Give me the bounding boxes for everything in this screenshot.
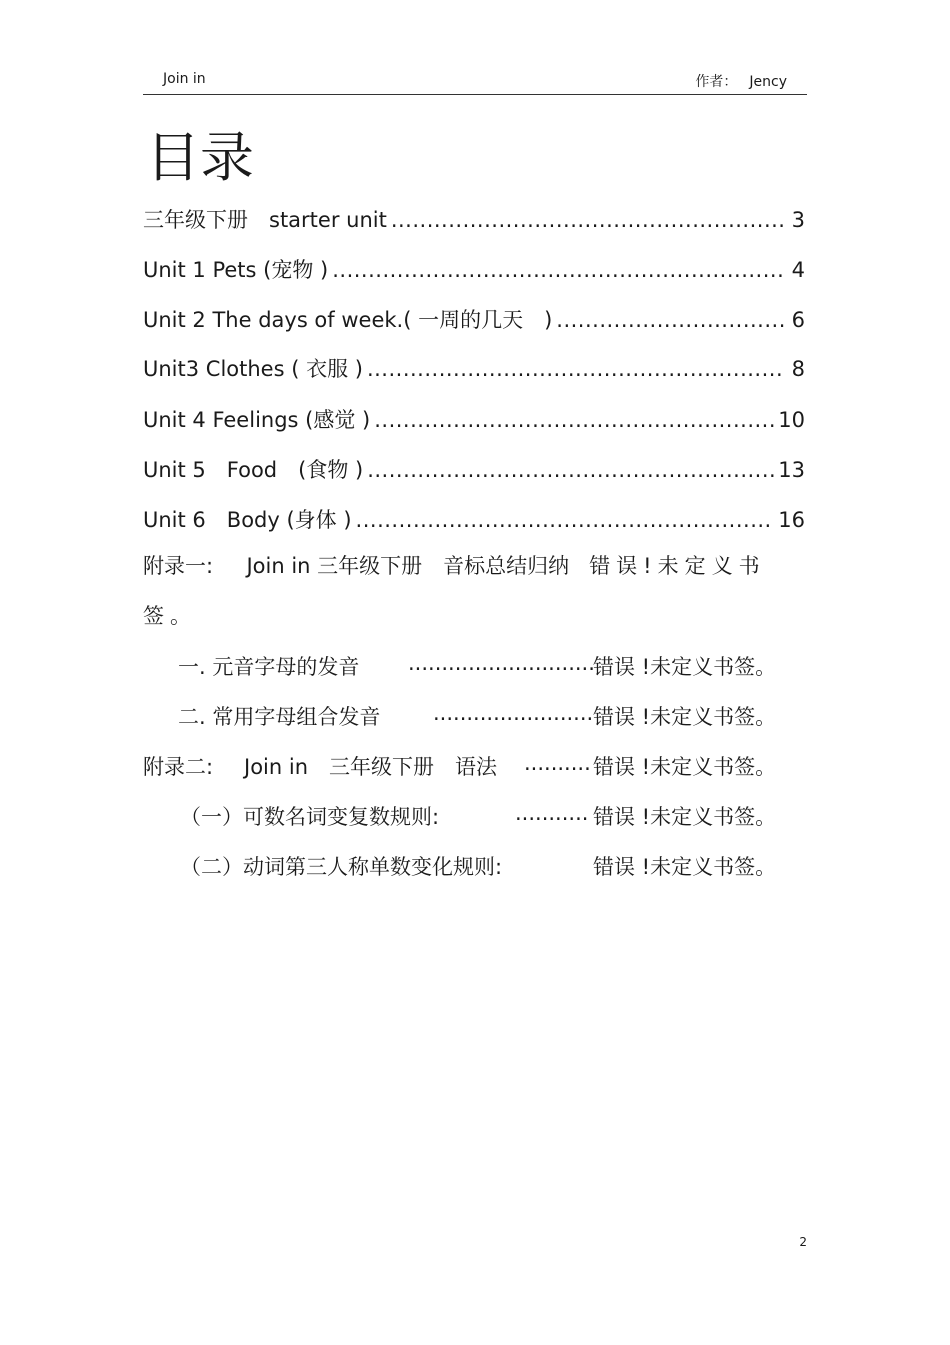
appendix1-label: 附录一:: [143, 554, 214, 578]
toc-entry-page: 6: [791, 308, 805, 332]
toc-leader-dots: [356, 508, 775, 532]
toc-leader-dots: ............................: [408, 651, 595, 675]
author-name: Jency: [749, 74, 787, 90]
sub-entry-error: 错误 !未定义书签。: [593, 855, 777, 879]
toc-entry-unit5[interactable]: [143, 454, 807, 484]
sub-entry-label: 一. 元音字母的发音: [178, 655, 360, 679]
appendix1-text: Join in 三年级下册 音标总结归纳: [246, 554, 570, 578]
toc-entry-appendix1-item1[interactable]: [0, 651, 800, 681]
toc-entry-unit1[interactable]: [143, 254, 807, 284]
page-header: [143, 62, 807, 95]
appendix2-error: 错误 !未定义书签。: [593, 755, 777, 779]
toc-entry-page: 16: [778, 508, 805, 532]
toc-entry-page: 4: [791, 258, 805, 282]
toc-entry-appendix2-item1[interactable]: [0, 801, 800, 831]
toc-leader-dots: [367, 357, 785, 381]
toc-leader-dots: ...........: [515, 801, 589, 825]
toc-entry-unit2[interactable]: [143, 304, 807, 334]
toc-entry-page: 3: [791, 208, 805, 232]
header-book-title: Join in: [163, 71, 206, 87]
toc-leader-dots: [556, 308, 785, 332]
appendix2-label: 附录二:: [143, 755, 214, 779]
toc-entry-label: 三年级下册 starter unit: [143, 208, 387, 232]
toc-leader-dots: [391, 208, 785, 232]
header-author: [695, 71, 787, 91]
author-label: 作者：: [695, 74, 738, 90]
toc-entry-label: Unit 4 Feelings (感觉 ): [143, 408, 371, 432]
toc-leader-dots: ........................: [433, 701, 594, 725]
toc-entry-appendix1[interactable]: [143, 541, 807, 641]
sub-entry-label: （一）可数名词变复数规则:: [180, 805, 440, 829]
toc-leader-dots: [332, 258, 785, 282]
toc-leader-dots: [374, 408, 774, 432]
toc-entry-label: Unit 6 Body (身体 ): [143, 508, 352, 532]
toc-title: 目录: [146, 126, 254, 189]
toc-entry-unit3[interactable]: [143, 353, 807, 383]
toc-entry-label: Unit 5 Food (食物 ): [143, 458, 364, 482]
toc-entry-label: Unit 1 Pets (宠物 ): [143, 258, 329, 282]
toc-entry-appendix1-item2[interactable]: [0, 701, 800, 731]
sub-entry-error: 错误 !未定义书签。: [593, 805, 777, 829]
sub-entry-label: 二. 常用字母组合发音: [178, 705, 381, 729]
toc-entry-page: 8: [791, 357, 805, 381]
sub-entry-error: 错误 !未定义书签。: [593, 705, 777, 729]
page-number: 2: [799, 1235, 807, 1249]
toc-entry-label: Unit3 Clothes ( 衣服 ): [143, 357, 363, 381]
toc-leader-dots: [367, 458, 774, 482]
toc-entry-page: 13: [778, 458, 805, 482]
toc-entry-appendix2[interactable]: [0, 751, 800, 781]
toc-entry-starter[interactable]: [143, 204, 807, 234]
sub-entry-label: （二）动词第三人称单数变化规则:: [180, 855, 503, 879]
toc-entry-page: 10: [778, 408, 805, 432]
toc-entry-unit6[interactable]: [143, 504, 807, 534]
appendix1-error: 错误!未定义书签。: [143, 554, 766, 628]
toc-entry-appendix2-item2[interactable]: [0, 851, 800, 881]
toc-entry-unit4[interactable]: [143, 404, 807, 434]
appendix2-text: Join in 三年级下册 语法: [244, 755, 498, 779]
toc-entry-label: Unit 2 The days of week.( 一周的几天 ): [143, 308, 553, 332]
sub-entry-error: 错误 !未定义书签。: [593, 655, 777, 679]
toc-leader-dots: ..........: [524, 751, 591, 775]
